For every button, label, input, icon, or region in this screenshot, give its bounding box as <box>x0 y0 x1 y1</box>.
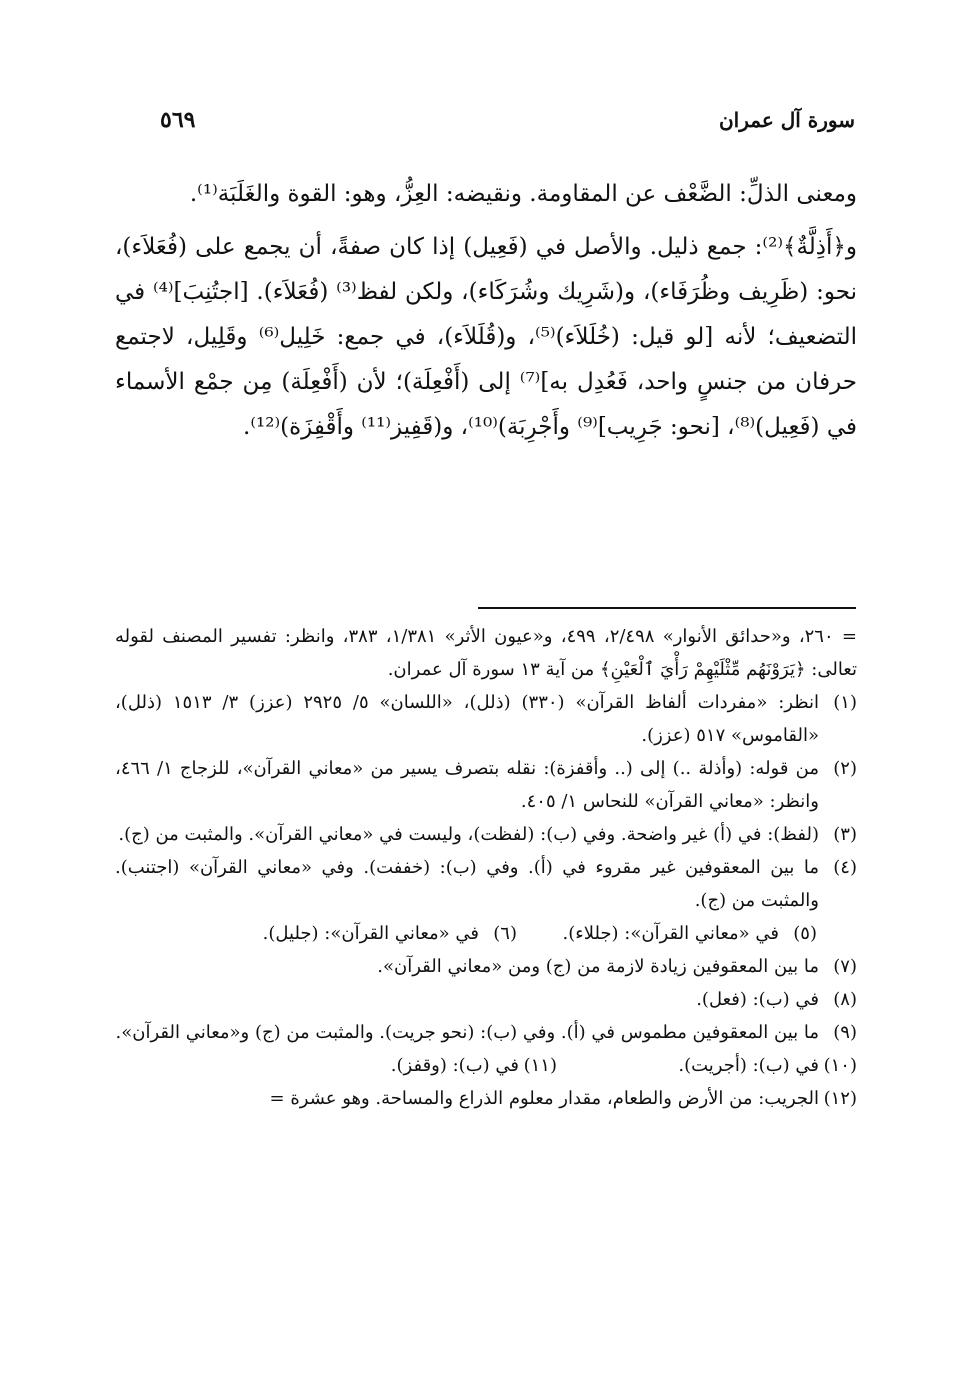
footnotes <box>115 620 857 1115</box>
footnote-5 <box>517 917 817 950</box>
footnotes-5-6 <box>115 917 857 950</box>
paragraph-2: و﴿أَذِلَّةٌ﴾⁽²⁾: جمع ذليل. والأصل في (فَعِيل) إذا كان صفةً، أن يجمع على (فُعَلاَء)، نحو: (ظَرِيف وظُرَفَاء)، و(شَرِيك وشُرَكَاء)، ولكن لفظ⁽³⁾ (فُعَلاَء). [اجتُنِبَ]⁽⁴⁾ في التضعيف؛ لأنه [لو قيل: (خُلَلاَء)⁽⁵⁾، و(قُلَلاَء)، في جمع: خَلِيل⁽⁶⁾ وقَلِيل، لاجتمع حرفان من جنسٍ واحد، فَعُدِل به]⁽⁷⁾ إلى (أَفْعِلَة)؛ لأن (أَفْعِلَة) مِن جمْع الأسماء في (فَعِيل)⁽⁸⁾، [نحو: جَرِيب]⁽⁹⁾ وأَجْرِبَة)⁽¹⁰⁾، و(قَفِيز⁽¹¹⁾ وأَقْفِزَة)⁽¹²⁾. <box>115 234 858 440</box>
footnote-4 <box>115 851 857 917</box>
footnote-text: ما بين المعقوفين مطموس في (أ). وفي (ب): (نحو جريت). والمثبت من (ج) و«معاني القرآن». <box>115 1022 819 1043</box>
footnote-number: (١٠) <box>823 1055 857 1076</box>
footnote-number: (٢) <box>833 758 857 779</box>
footnote-text: في «معاني القرآن»: (جللاء). <box>562 923 779 944</box>
footnote-number: (١) <box>833 692 857 713</box>
page-header <box>160 100 855 140</box>
footnote-12 <box>115 1082 857 1115</box>
footnote-text: (لفظ): في (أ) غير واضحة. وفي (ب): (لفظت)، وليست في «معاني القرآن». والمثبت من (ج). <box>118 824 819 845</box>
footnote-number: (٣) <box>833 824 857 845</box>
footnote-text: ما بين المعقوفين غير مقروء في (أ). وفي (ب): (خففت). وفي «معاني القرآن» (اجتنب). والمثبت من (ج). <box>115 857 819 911</box>
footnote-text: في (ب): (وقفز). <box>390 1055 519 1076</box>
footnote-number: (١١) <box>523 1055 557 1076</box>
footnote-text: في (ب): (فعل). <box>696 989 819 1010</box>
footnotes-10-11 <box>115 1049 857 1082</box>
footnote-3 <box>115 818 857 851</box>
footnote-text: الجريب: من الأرض والطعام، مقدار معلوم الذراع والمساحة. وهو عشرة = <box>269 1088 819 1109</box>
footnote-text: في «معاني القرآن»: (جليل). <box>262 923 479 944</box>
footnote-8 <box>115 983 857 1016</box>
footnote-7 <box>115 950 857 983</box>
footnote-number: (٤) <box>833 857 857 878</box>
footnote-number: (٧) <box>833 956 857 977</box>
footnote-10 <box>557 1049 857 1082</box>
footnote-text: انظر: «مفردات ألفاظ القرآن» (٣٣٠) (ذلل)، «اللسان» ٥/ ٢٩٢٥ (عزز) ٣/ ١٥١٣ (ذلل)، «القاموس» ٥١٧ (عزز). <box>115 692 819 746</box>
paragraph-1: ومعنى الذلِّ: الضَّعْف عن المقاومة. ونقيضه: العِزُّ، وهو: القوة والغَلَبَة⁽¹⁾. <box>189 181 857 207</box>
footnote-continuation: = ٢٦٠، و«حدائق الأنوار» ٢/٤٩٨، ٤٩٩، و«عيون الأثر» ١/٣٨١، ٣٨٣، وانظر: تفسير المصنف لقوله تعالى: ﴿يَرَوْنَهُم مِّثْلَيْهِمْ رَأْيَ ٱلْعَيْنِ﴾ من آية ١٣ سورة آل عمران. <box>115 626 858 680</box>
footnote-2 <box>115 752 857 818</box>
footnote-text: ما بين المعقوفين زيادة لازمة من (ج) ومن «معاني القرآن». <box>377 956 819 977</box>
footnote-text: في (ب): (أجريت). <box>678 1055 819 1076</box>
footnote-6 <box>263 917 517 950</box>
page-number: ٥٦٩ <box>160 107 196 133</box>
main-text <box>115 172 857 450</box>
footnote-number: (٩) <box>833 1022 857 1043</box>
footnote-number: (٥) <box>793 923 817 944</box>
footnote-text: من قوله: (وأذلة ..) إلى (.. وأقفزة): نقله بتصرف يسير من «معاني القرآن»، للزجاج ١/ ٤٦٦، وانظر: «معاني القرآن» للنحاس ١/ ٤٠٥. <box>115 758 819 812</box>
footnote-divider <box>478 607 856 609</box>
footnote-1 <box>115 686 857 752</box>
footnote-number: (١٢) <box>823 1088 857 1109</box>
footnote-9 <box>115 1016 857 1049</box>
footnote-number: (٨) <box>833 989 857 1010</box>
running-title: سورة آل عمران <box>718 108 855 132</box>
footnote-11 <box>391 1049 557 1082</box>
footnote-number: (٦) <box>493 923 517 944</box>
